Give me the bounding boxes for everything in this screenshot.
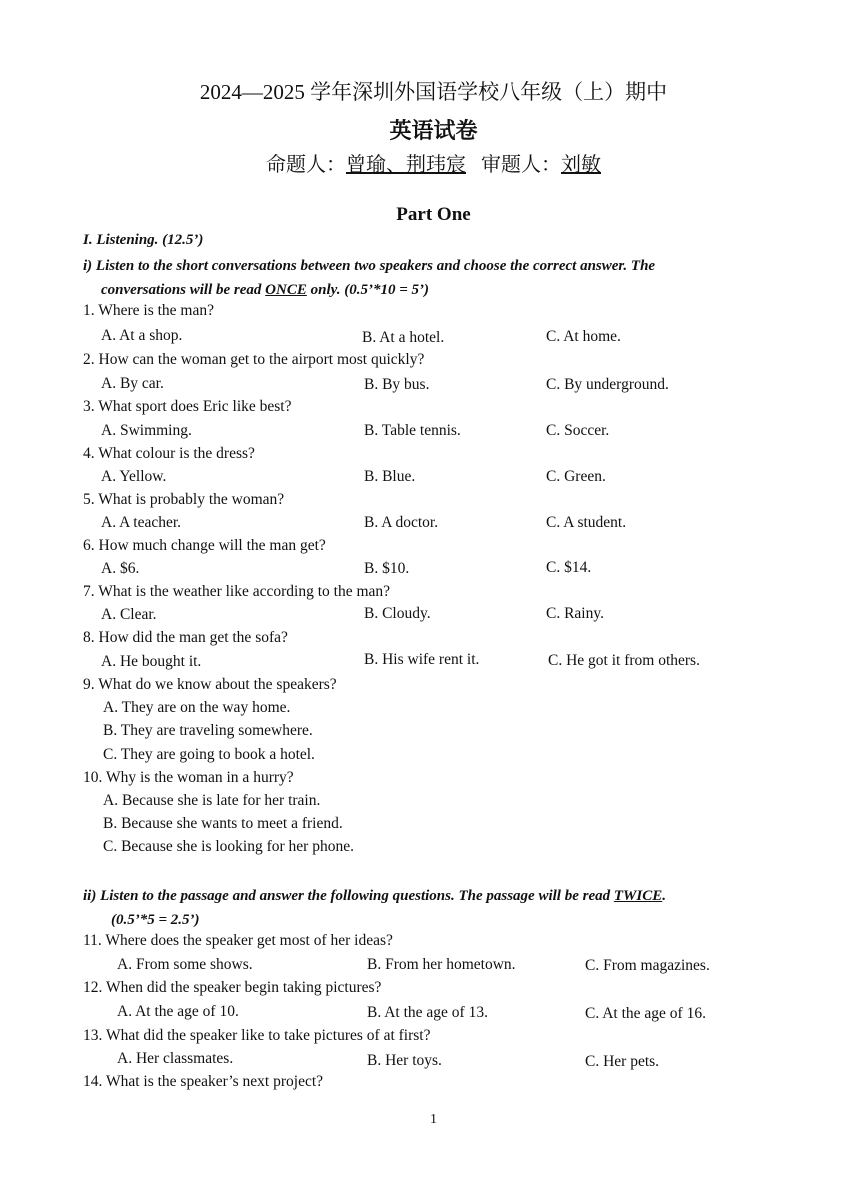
q5-option-c: C. A student. bbox=[546, 514, 627, 531]
question-6: 6. How much change will the man get? bbox=[83, 537, 326, 554]
q7-option-a: A. Clear. bbox=[101, 606, 157, 623]
q6-option-b: B. $10. bbox=[364, 560, 410, 577]
q12-option-b: B. At the age of 13. bbox=[367, 1004, 488, 1021]
q11-option-a: A. From some shows. bbox=[117, 956, 253, 973]
question-3: 3. What sport does Eric like best? bbox=[83, 398, 292, 415]
q1-option-a: A. At a shop. bbox=[101, 327, 183, 344]
q8-option-c: C. He got it from others. bbox=[548, 652, 700, 669]
instruction-two-period: . bbox=[662, 888, 666, 904]
question-7: 7. What is the weather like according to the man? bbox=[83, 583, 391, 600]
q9-option-b: B. They are traveling somewhere. bbox=[103, 722, 313, 739]
q2-option-c: C. By underground. bbox=[546, 376, 669, 393]
instruction-two-score: (0.5’*5 = 2.5’) bbox=[111, 912, 200, 928]
q9-option-a: A. They are on the way home. bbox=[103, 699, 291, 716]
page-number: 1 bbox=[430, 1112, 437, 1127]
q3-option-a: A. Swimming. bbox=[101, 422, 192, 439]
instruction-two-line1 bbox=[83, 884, 813, 908]
q10-option-c: C. Because she is looking for her phone. bbox=[103, 838, 354, 855]
instruction-two bbox=[83, 884, 813, 932]
authors-line bbox=[0, 148, 867, 177]
question-12: 12. When did the speaker begin taking pictures? bbox=[83, 979, 382, 996]
instruction-one-text: conversations will be read bbox=[101, 282, 266, 298]
q4-option-b: B. Blue. bbox=[364, 468, 416, 485]
reviewer-label: 审题人： bbox=[481, 154, 561, 176]
q13-option-a: A. Her classmates. bbox=[117, 1050, 234, 1067]
q10-option-b: B. Because she wants to meet a friend. bbox=[103, 815, 343, 832]
q5-option-b: B. A doctor. bbox=[364, 514, 439, 531]
q7-option-c: C. Rainy. bbox=[546, 605, 604, 622]
q1-option-b: B. At a hotel. bbox=[362, 329, 445, 346]
q5-option-a: A. A teacher. bbox=[101, 514, 182, 531]
instruction-one-line2 bbox=[83, 278, 803, 302]
q12-option-c: C. At the age of 16. bbox=[585, 1005, 706, 1022]
q13-option-b: B. Her toys. bbox=[367, 1052, 442, 1069]
exam-title: 2024—2025 学年深圳外国语学校八年级（上）期中 bbox=[199, 80, 668, 104]
reviewer-name: 刘敏 bbox=[561, 154, 601, 176]
authors-names: 曾瑜、荆玮宸 bbox=[346, 154, 466, 176]
q2-option-a: A. By car. bbox=[101, 375, 164, 392]
q12-option-a: A. At the age of 10. bbox=[117, 1003, 239, 1020]
section-title: I. Listening. (12.5’) bbox=[83, 232, 204, 248]
q13-option-c: C. Her pets. bbox=[585, 1053, 660, 1070]
question-1: 1. Where is the man? bbox=[83, 302, 214, 319]
exam-subtitle: 英语试卷 bbox=[389, 118, 478, 143]
q8-option-a: A. He bought it. bbox=[101, 653, 202, 670]
twice-emphasis: TWICE bbox=[613, 888, 663, 904]
question-5: 5. What is probably the woman? bbox=[83, 491, 285, 508]
q3-option-c: C. Soccer. bbox=[546, 422, 610, 439]
question-10: 10. Why is the woman in a hurry? bbox=[83, 769, 294, 786]
question-8: 8. How did the man get the sofa? bbox=[83, 629, 288, 646]
q11-option-c: C. From magazines. bbox=[585, 957, 710, 974]
q11-option-b: B. From her hometown. bbox=[367, 956, 516, 973]
instruction-one-line1: i) Listen to the short conversations between two speakers and choose the correct answer. The bbox=[83, 258, 656, 274]
q6-option-a: A. $6. bbox=[101, 560, 140, 577]
q4-option-a: A. Yellow. bbox=[101, 468, 167, 485]
q6-option-c: C. $14. bbox=[546, 559, 592, 576]
question-11: 11. Where does the speaker get most of her ideas? bbox=[83, 932, 393, 949]
question-2: 2. How can the woman get to the airport most quickly? bbox=[83, 351, 425, 368]
q1-option-c: C. At home. bbox=[546, 328, 621, 345]
once-emphasis: ONCE bbox=[265, 282, 307, 298]
q2-option-b: B. By bus. bbox=[364, 376, 430, 393]
q10-option-a: A. Because she is late for her train. bbox=[103, 792, 321, 809]
instruction-one bbox=[83, 254, 803, 302]
question-4: 4. What colour is the dress? bbox=[83, 445, 255, 462]
q8-option-b: B. His wife rent it. bbox=[364, 651, 480, 668]
authors-label: 命题人： bbox=[266, 154, 346, 176]
instruction-two-text: ii) Listen to the passage and answer the following questions. The passage will be read bbox=[83, 888, 614, 904]
q3-option-b: B. Table tennis. bbox=[364, 422, 461, 439]
q7-option-b: B. Cloudy. bbox=[364, 605, 431, 622]
part-heading: Part One bbox=[396, 204, 471, 225]
instruction-one-score: only. (0.5’*10 = 5’) bbox=[306, 282, 429, 298]
q4-option-c: C. Green. bbox=[546, 468, 606, 485]
question-14: 14. What is the speaker’s next project? bbox=[83, 1073, 324, 1090]
question-13: 13. What did the speaker like to take pictures of at first? bbox=[83, 1027, 431, 1044]
question-9: 9. What do we know about the speakers? bbox=[83, 676, 337, 693]
q9-option-c: C. They are going to book a hotel. bbox=[103, 746, 315, 763]
